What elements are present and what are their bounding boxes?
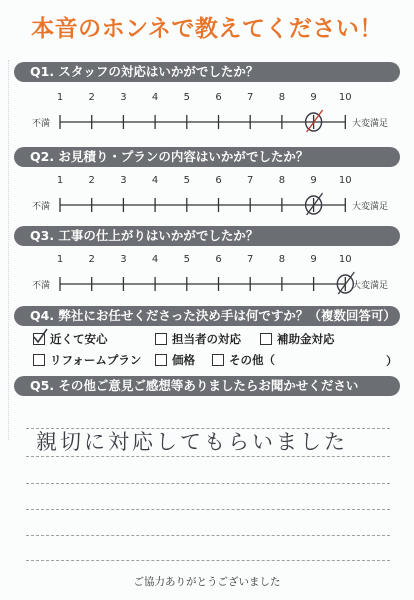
option-near-and-safe[interactable] bbox=[33, 332, 108, 346]
scale-number-9: 9 bbox=[310, 175, 317, 186]
checkbox-subsidy[interactable] bbox=[260, 333, 272, 345]
handwritten-comment: 親切に対応してもらいました bbox=[36, 430, 348, 454]
option-label: 担当者の対応 bbox=[172, 332, 241, 346]
option-label: 補助金対応 bbox=[277, 332, 335, 346]
writing-line bbox=[26, 509, 390, 510]
check-mark-icon bbox=[31, 327, 49, 345]
scale-low-label-q2: 不満 bbox=[32, 202, 51, 212]
scale-number-10: 10 bbox=[338, 175, 352, 186]
checkbox-reform-plan[interactable] bbox=[33, 354, 45, 366]
scale-number-6: 6 bbox=[215, 254, 222, 265]
scale-number-1: 1 bbox=[56, 92, 64, 103]
option-staff-response[interactable] bbox=[155, 332, 241, 346]
writing-line bbox=[26, 483, 390, 484]
option-reform-plan[interactable] bbox=[33, 353, 141, 367]
scale-low-label-q1: 不満 bbox=[32, 119, 51, 129]
option-price[interactable] bbox=[155, 353, 195, 367]
scale-number-5: 5 bbox=[183, 254, 190, 265]
option-subsidy[interactable] bbox=[260, 332, 335, 346]
scale-number-5: 5 bbox=[183, 92, 190, 103]
scale-high-label-q3: 大変満足 bbox=[352, 281, 389, 291]
checkbox-staff-response[interactable] bbox=[155, 333, 167, 345]
option-label: その他（ bbox=[229, 353, 275, 367]
scale-number-1: 1 bbox=[56, 254, 64, 265]
other-close-paren: ） bbox=[386, 354, 398, 368]
footer-thanks: ご協力ありがとうございました bbox=[133, 576, 281, 588]
writing-line bbox=[26, 560, 390, 561]
checkbox-price[interactable] bbox=[155, 354, 167, 366]
scale-number-8: 8 bbox=[278, 254, 286, 265]
option-label: 近くて安心 bbox=[50, 332, 108, 346]
scale-number-9: 9 bbox=[310, 92, 317, 103]
scale-number-9: 9 bbox=[310, 254, 317, 265]
scale-high-label-q1: 大変満足 bbox=[352, 119, 389, 129]
option-other[interactable] bbox=[212, 353, 275, 367]
scale-number-2: 2 bbox=[88, 254, 95, 265]
scale-number-4: 4 bbox=[151, 175, 159, 186]
option-label: リフォームプラン bbox=[50, 353, 142, 367]
question-bar-q4: Q4. 弊社にお任せくださった決め手は何ですか？（複数回答可） bbox=[14, 306, 400, 326]
scale-number-2: 2 bbox=[88, 92, 95, 103]
checkbox-other[interactable] bbox=[212, 354, 224, 366]
scale-number-10: 10 bbox=[338, 92, 352, 103]
writing-line bbox=[26, 535, 390, 536]
scale-number-7: 7 bbox=[247, 92, 254, 103]
scale-number-6: 6 bbox=[215, 92, 222, 103]
scale-number-6: 6 bbox=[215, 175, 222, 186]
question-bar-q2: Q2. お見積り・プランの内容はいかがでしたか？ bbox=[14, 147, 400, 167]
rating-scale-q3 bbox=[0, 254, 414, 314]
scale-number-8: 8 bbox=[278, 175, 286, 186]
checkbox-near-and-safe[interactable] bbox=[33, 333, 45, 345]
scale-number-1: 1 bbox=[56, 175, 64, 186]
option-label: 価格 bbox=[172, 353, 195, 367]
scale-number-7: 7 bbox=[247, 175, 254, 186]
scale-number-5: 5 bbox=[183, 175, 190, 186]
question-bar-q1: Q1. スタッフの対応はいかがでしたか？ bbox=[14, 62, 400, 82]
question-bar-q3: Q3. 工事の仕上がりはいかがでしたか？ bbox=[14, 226, 400, 246]
scale-number-4: 4 bbox=[151, 254, 159, 265]
survey-title: 本音のホンネで教えてください！ bbox=[31, 16, 383, 42]
rating-scale-q1 bbox=[0, 92, 414, 152]
scale-number-10: 10 bbox=[338, 254, 352, 265]
scale-number-3: 3 bbox=[120, 92, 127, 103]
scale-number-4: 4 bbox=[151, 92, 159, 103]
writing-line bbox=[26, 456, 390, 457]
scale-number-3: 3 bbox=[120, 175, 127, 186]
scale-number-2: 2 bbox=[88, 175, 95, 186]
scale-number-3: 3 bbox=[120, 254, 127, 265]
scale-number-8: 8 bbox=[278, 92, 286, 103]
scale-number-7: 7 bbox=[247, 254, 254, 265]
scale-low-label-q3: 不満 bbox=[32, 281, 51, 291]
scale-high-label-q2: 大変満足 bbox=[352, 202, 389, 212]
question-bar-q5: Q5. その他ご意見ご感想等ありましたらお聞かせください bbox=[14, 376, 400, 396]
